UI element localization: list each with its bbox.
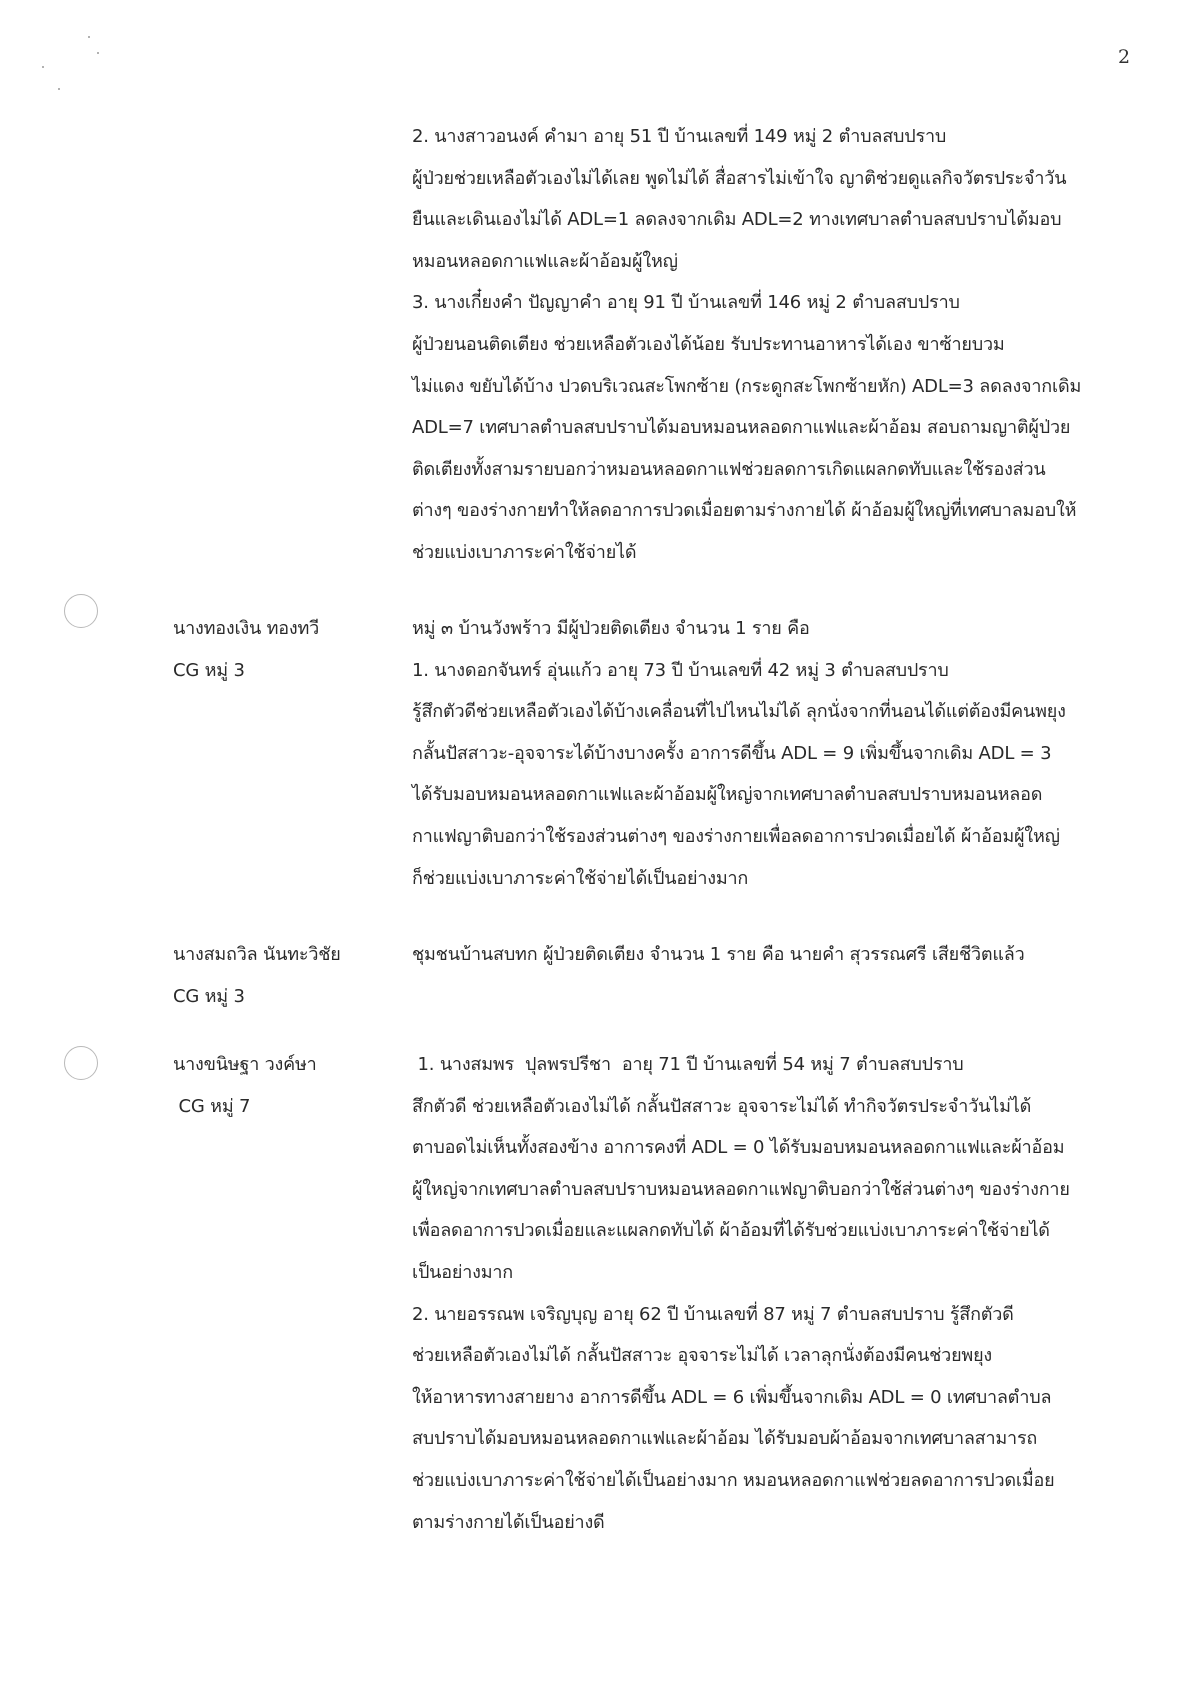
report-line: ได้รับมอบหมอนหลอดกาแฟและผ้าอ้อมผู้ใหญ่จากเทศบาลตำบลสบปราบหมอนหลอด <box>412 784 1043 806</box>
report-text <box>412 608 1152 899</box>
report-line: ช่วยแบ่งเบาภาระค่าใช้จ่ายได้ <box>412 541 637 563</box>
caregiver-info <box>173 934 403 1017</box>
report-line: สบปราบได้มอบหมอนหลอดกาแฟและผ้าอ้อม ได้รับมอบผ้าอ้อมจากเทศบาลสามารถ <box>412 1428 1038 1450</box>
caregiver-name: นางสมถวิล นันทะวิชัย <box>173 944 341 965</box>
scan-speck <box>58 88 60 90</box>
report-line: ตาบอดไม่เห็นทั้งสองข้าง อาการคงที่ ADL = 0 ได้รับมอบหมอนหลอดกาแฟและผ้าอ้อม <box>412 1137 1065 1159</box>
scan-speck <box>97 52 99 54</box>
report-line: ผู้ใหญ่จากเทศบาลตำบลสบปราบหมอนหลอดกาแฟญาติบอกว่าใช้ส่วนต่างๆ ของร่างกาย <box>412 1178 1070 1200</box>
report-line: ไม่แดง ขยับได้บ้าง ปวดบริเวณสะโพกซ้าย (กระดูกสะโพกซ้ายหัก) ADL=3 ลดลงจากเดิม <box>412 375 1082 397</box>
report-line: ยืนและเดินเองไม่ได้ ADL=1 ลดลงจากเดิม ADL=2 ทางเทศบาลตำบลสบปราบได้มอบ <box>412 209 1062 231</box>
report-text <box>412 934 1152 976</box>
caregiver-name: นางทองเงิน ทองทวี <box>173 618 320 639</box>
report-line: สึกตัวดี ช่วยเหลือตัวเองไม่ได้ กลั้นปัสสาวะ อุจจาระไม่ได้ ทำกิจวัตรประจำวันไม่ได้ <box>412 1095 1032 1117</box>
punch-hole <box>64 594 98 628</box>
report-line: รู้สึกตัวดีช่วยเหลือตัวเองได้บ้างเคลื่อนที่ไปไหนไม่ได้ ลุกนั่งจากที่นอนได้แต่ต้องมีคนพยุง <box>412 701 1066 723</box>
report-line: ก็ช่วยแบ่งเบาภาระค่าใช้จ่ายได้เป็นอย่างมาก <box>412 867 749 889</box>
caregiver-group: CG หมู่ 7 <box>173 1095 251 1117</box>
page-number: 2 <box>1118 46 1131 68</box>
report-line: 1. นางสมพร ปุลพรปรีชา อายุ 71 ปี บ้านเลขที่ 54 หมู่ 7 ตำบลสบปราบ <box>412 1054 964 1075</box>
report-line: หมู่ ๓ บ้านวังพร้าว มีผู้ป่วยติดเตียง จำนวน 1 ราย คือ <box>412 618 810 639</box>
scan-speck <box>42 66 44 68</box>
caregiver-name: นางขนิษฐา วงค์ษา <box>173 1054 317 1075</box>
report-line: ผู้ป่วยช่วยเหลือตัวเองไม่ได้เลย พูดไม่ได้ สื่อสารไม่เข้าใจ ญาติช่วยดูแลกิจวัตรประจำวัน <box>412 167 1067 189</box>
report-text <box>412 116 1152 574</box>
report-line: ผู้ป่วยนอนติดเตียง ช่วยเหลือตัวเองได้น้อย รับประทานอาหารได้เอง ขาซ้ายบวม <box>412 333 1005 355</box>
scan-speck <box>88 36 90 38</box>
report-text <box>412 1044 1152 1543</box>
report-line: ช่วยเหลือตัวเองไม่ได้ กลั้นปัสสาวะ อุจจาระไม่ได้ เวลาลุกนั่งต้องมีคนช่วยพยุง <box>412 1345 993 1367</box>
report-line: ช่วยแบ่งเบาภาระค่าใช้จ่ายได้เป็นอย่างมาก หมอนหลอดกาแฟช่วยลดอาการปวดเมื่อย <box>412 1469 1055 1491</box>
report-line: กาแฟญาติบอกว่าใช้รองส่วนต่างๆ ของร่างกายเพื่อลดอาการปวดเมื่อยได้ ผ้าอ้อมผู้ใหญ่ <box>412 825 1060 847</box>
report-line: ติดเตียงทั้งสามรายบอกว่าหมอนหลอดกาแฟช่วยลดการเกิดแผลกดทับและใช้รองส่วน <box>412 458 1046 480</box>
report-line: หมอนหลอดกาแฟและผ้าอ้อมผู้ใหญ่ <box>412 250 678 272</box>
report-line: กลั้นปัสสาวะ-อุจจาระได้บ้างบางครั้ง อาการดีขึ้น ADL = 9 เพิ่มขึ้นจากเดิม ADL = 3 <box>412 742 1052 764</box>
report-line: ชุมชนบ้านสบทก ผู้ป่วยติดเตียง จำนวน 1 ราย คือ นายคำ สุวรรณศรี เสียชีวิตแล้ว <box>412 944 1025 965</box>
report-line: เพื่อลดอาการปวดเมื่อยและแผลกดทับได้ ผ้าอ้อมที่ได้รับช่วยแบ่งเบาภาระค่าใช้จ่ายได้ <box>412 1220 1050 1242</box>
caregiver-info <box>173 608 403 691</box>
report-line: 2. นายอรรณพ เจริญบุญ อายุ 62 ปี บ้านเลขที่ 87 หมู่ 7 ตำบลสบปราบ รู้สึกตัวดี <box>412 1303 1014 1325</box>
punch-hole <box>64 1046 98 1080</box>
report-line: 1. นางดอกจันทร์ อุ่นแก้ว อายุ 73 ปี บ้านเลขที่ 42 หมู่ 3 ตำบลสบปราบ <box>412 659 949 681</box>
report-line: 3. นางเกี๋ยงคำ ปัญญาคำ อายุ 91 ปี บ้านเลขที่ 146 หมู่ 2 ตำบลสบปราบ <box>412 292 960 314</box>
report-line: ADL=7 เทศบาลตำบลสบปราบได้มอบหมอนหลอดกาแฟและผ้าอ้อม สอบถามญาติผู้ป่วย <box>412 417 1071 439</box>
caregiver-group: CG หมู่ 3 <box>173 985 245 1007</box>
report-line: ตามร่างกายได้เป็นอย่างดี <box>412 1511 605 1533</box>
report-line: 2. นางสาวอนงค์ คำมา อายุ 51 ปี บ้านเลขที่ 149 หมู่ 2 ตำบลสบปราบ <box>412 126 947 147</box>
caregiver-info <box>173 1044 403 1127</box>
report-line: เป็นอย่างมาก <box>412 1261 514 1283</box>
caregiver-group: CG หมู่ 3 <box>173 659 245 681</box>
report-line: ให้อาหารทางสายยาง อาการดีขึ้น ADL = 6 เพิ่มขึ้นจากเดิม ADL = 0 เทศบาลตำบล <box>412 1386 1052 1408</box>
report-line: ต่างๆ ของร่างกายทำให้ลดอาการปวดเมื่อยตามร่างกายได้ ผ้าอ้อมผู้ใหญ่ที่เทศบาลมอบให้ <box>412 500 1077 522</box>
